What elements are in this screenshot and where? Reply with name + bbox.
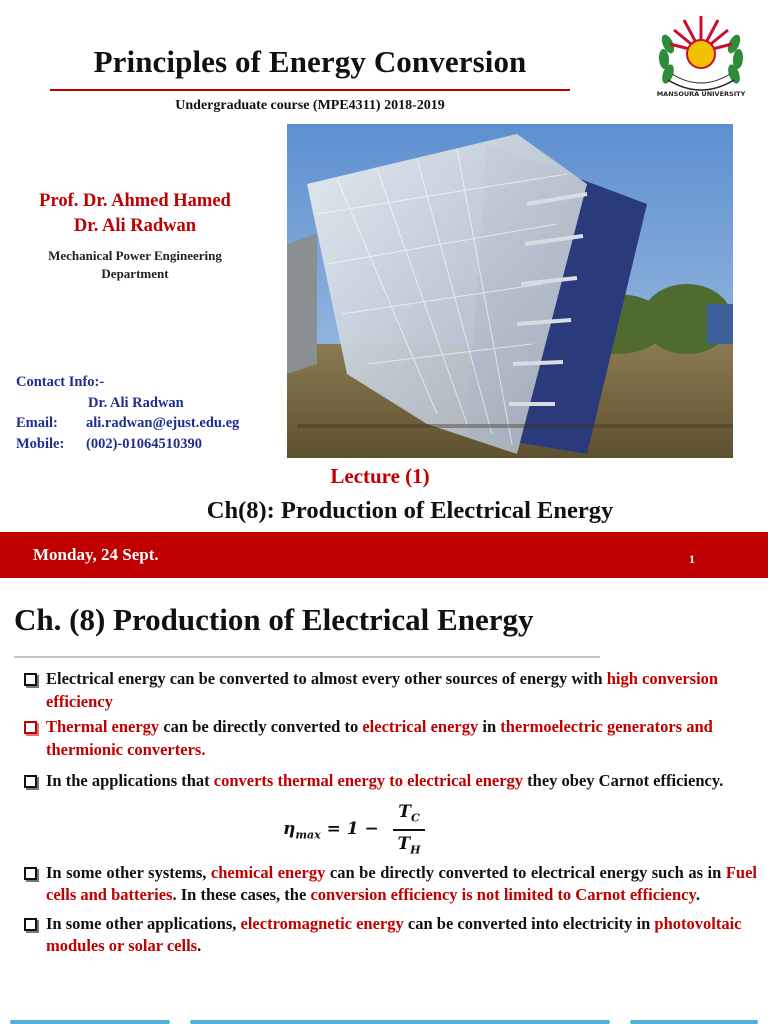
contact-heading: Contact Info:- — [16, 374, 105, 390]
lecture-label: Lecture (1) — [330, 464, 430, 488]
university-logo-icon — [654, 4, 748, 104]
bullet-item: In some other systems, chemical energy can be directly converted to electrical energy such as in Fuel cells and batteries. In these cases, the conversion efficiency is not limited to Carnot efficiency. — [22, 862, 757, 907]
formula-fraction: $T_C$ $T_H$ — [393, 802, 425, 856]
checkbox-bullet-icon — [24, 721, 37, 734]
bullet-item: Thermal energy can be directly converted to electrical energy in thermoelectric generators and thermionic converters. — [22, 716, 757, 761]
mobile-row — [16, 434, 286, 455]
footer-bar — [0, 532, 768, 578]
title-underline — [14, 656, 600, 658]
bullet-item: In the applications that converts thermal energy to electrical energy they obey Carnot efficiency. — [22, 770, 757, 793]
contact-name: Dr. Ali Radwan — [88, 394, 184, 411]
logo-text: MANSOURA UNIVERSITY — [656, 90, 746, 98]
professors — [10, 189, 260, 239]
slide-title: Ch. (8) Production of Electrical Energy — [14, 602, 534, 637]
checkbox-bullet-icon — [24, 918, 37, 931]
department-line: Mechanical Power Engineering — [48, 248, 222, 263]
mobile-label: Mobile: — [16, 435, 65, 452]
department — [10, 247, 260, 283]
footer-date: Monday, 24 Sept. — [33, 545, 159, 564]
department-line: Department — [101, 266, 169, 281]
email-value[interactable]: ali.radwan@ejust.edu.eg — [86, 415, 240, 431]
bullet-item: Electrical energy can be converted to almost every other sources of energy with high conversion efficiency — [22, 668, 757, 713]
title-underline — [50, 89, 570, 91]
chapter-title: Ch(8): Production of Electrical Energy — [206, 497, 614, 524]
solar-collector-photo — [287, 124, 733, 458]
bottom-edge-decoration — [0, 1018, 768, 1024]
checkbox-bullet-icon — [24, 775, 37, 788]
contact-info — [16, 372, 286, 454]
formula-lhs: $\eta_{max} = 1$ − — [283, 819, 379, 842]
mobile-value: (002)-01064510390 — [86, 435, 202, 452]
checkbox-bullet-icon — [24, 867, 37, 880]
professor-name: Prof. Dr. Ahmed Hamed — [39, 191, 231, 211]
course-line: Undergraduate course (MPE4311) 2018-2019 — [175, 98, 445, 113]
email-row — [16, 413, 286, 434]
email-label: Email: — [16, 415, 58, 431]
checkbox-bullet-icon — [24, 673, 37, 686]
content-slide — [0, 578, 768, 1024]
bullet-list — [22, 668, 757, 961]
bullet-item: In some other applications, electromagnetic energy can be converted into electricity in photovoltaic modules or solar cells. — [22, 913, 757, 958]
professor-name: Dr. Ali Radwan — [73, 216, 197, 236]
page-number: 1 — [689, 552, 695, 566]
slide-title: Principles of Energy Conversion — [93, 44, 527, 79]
